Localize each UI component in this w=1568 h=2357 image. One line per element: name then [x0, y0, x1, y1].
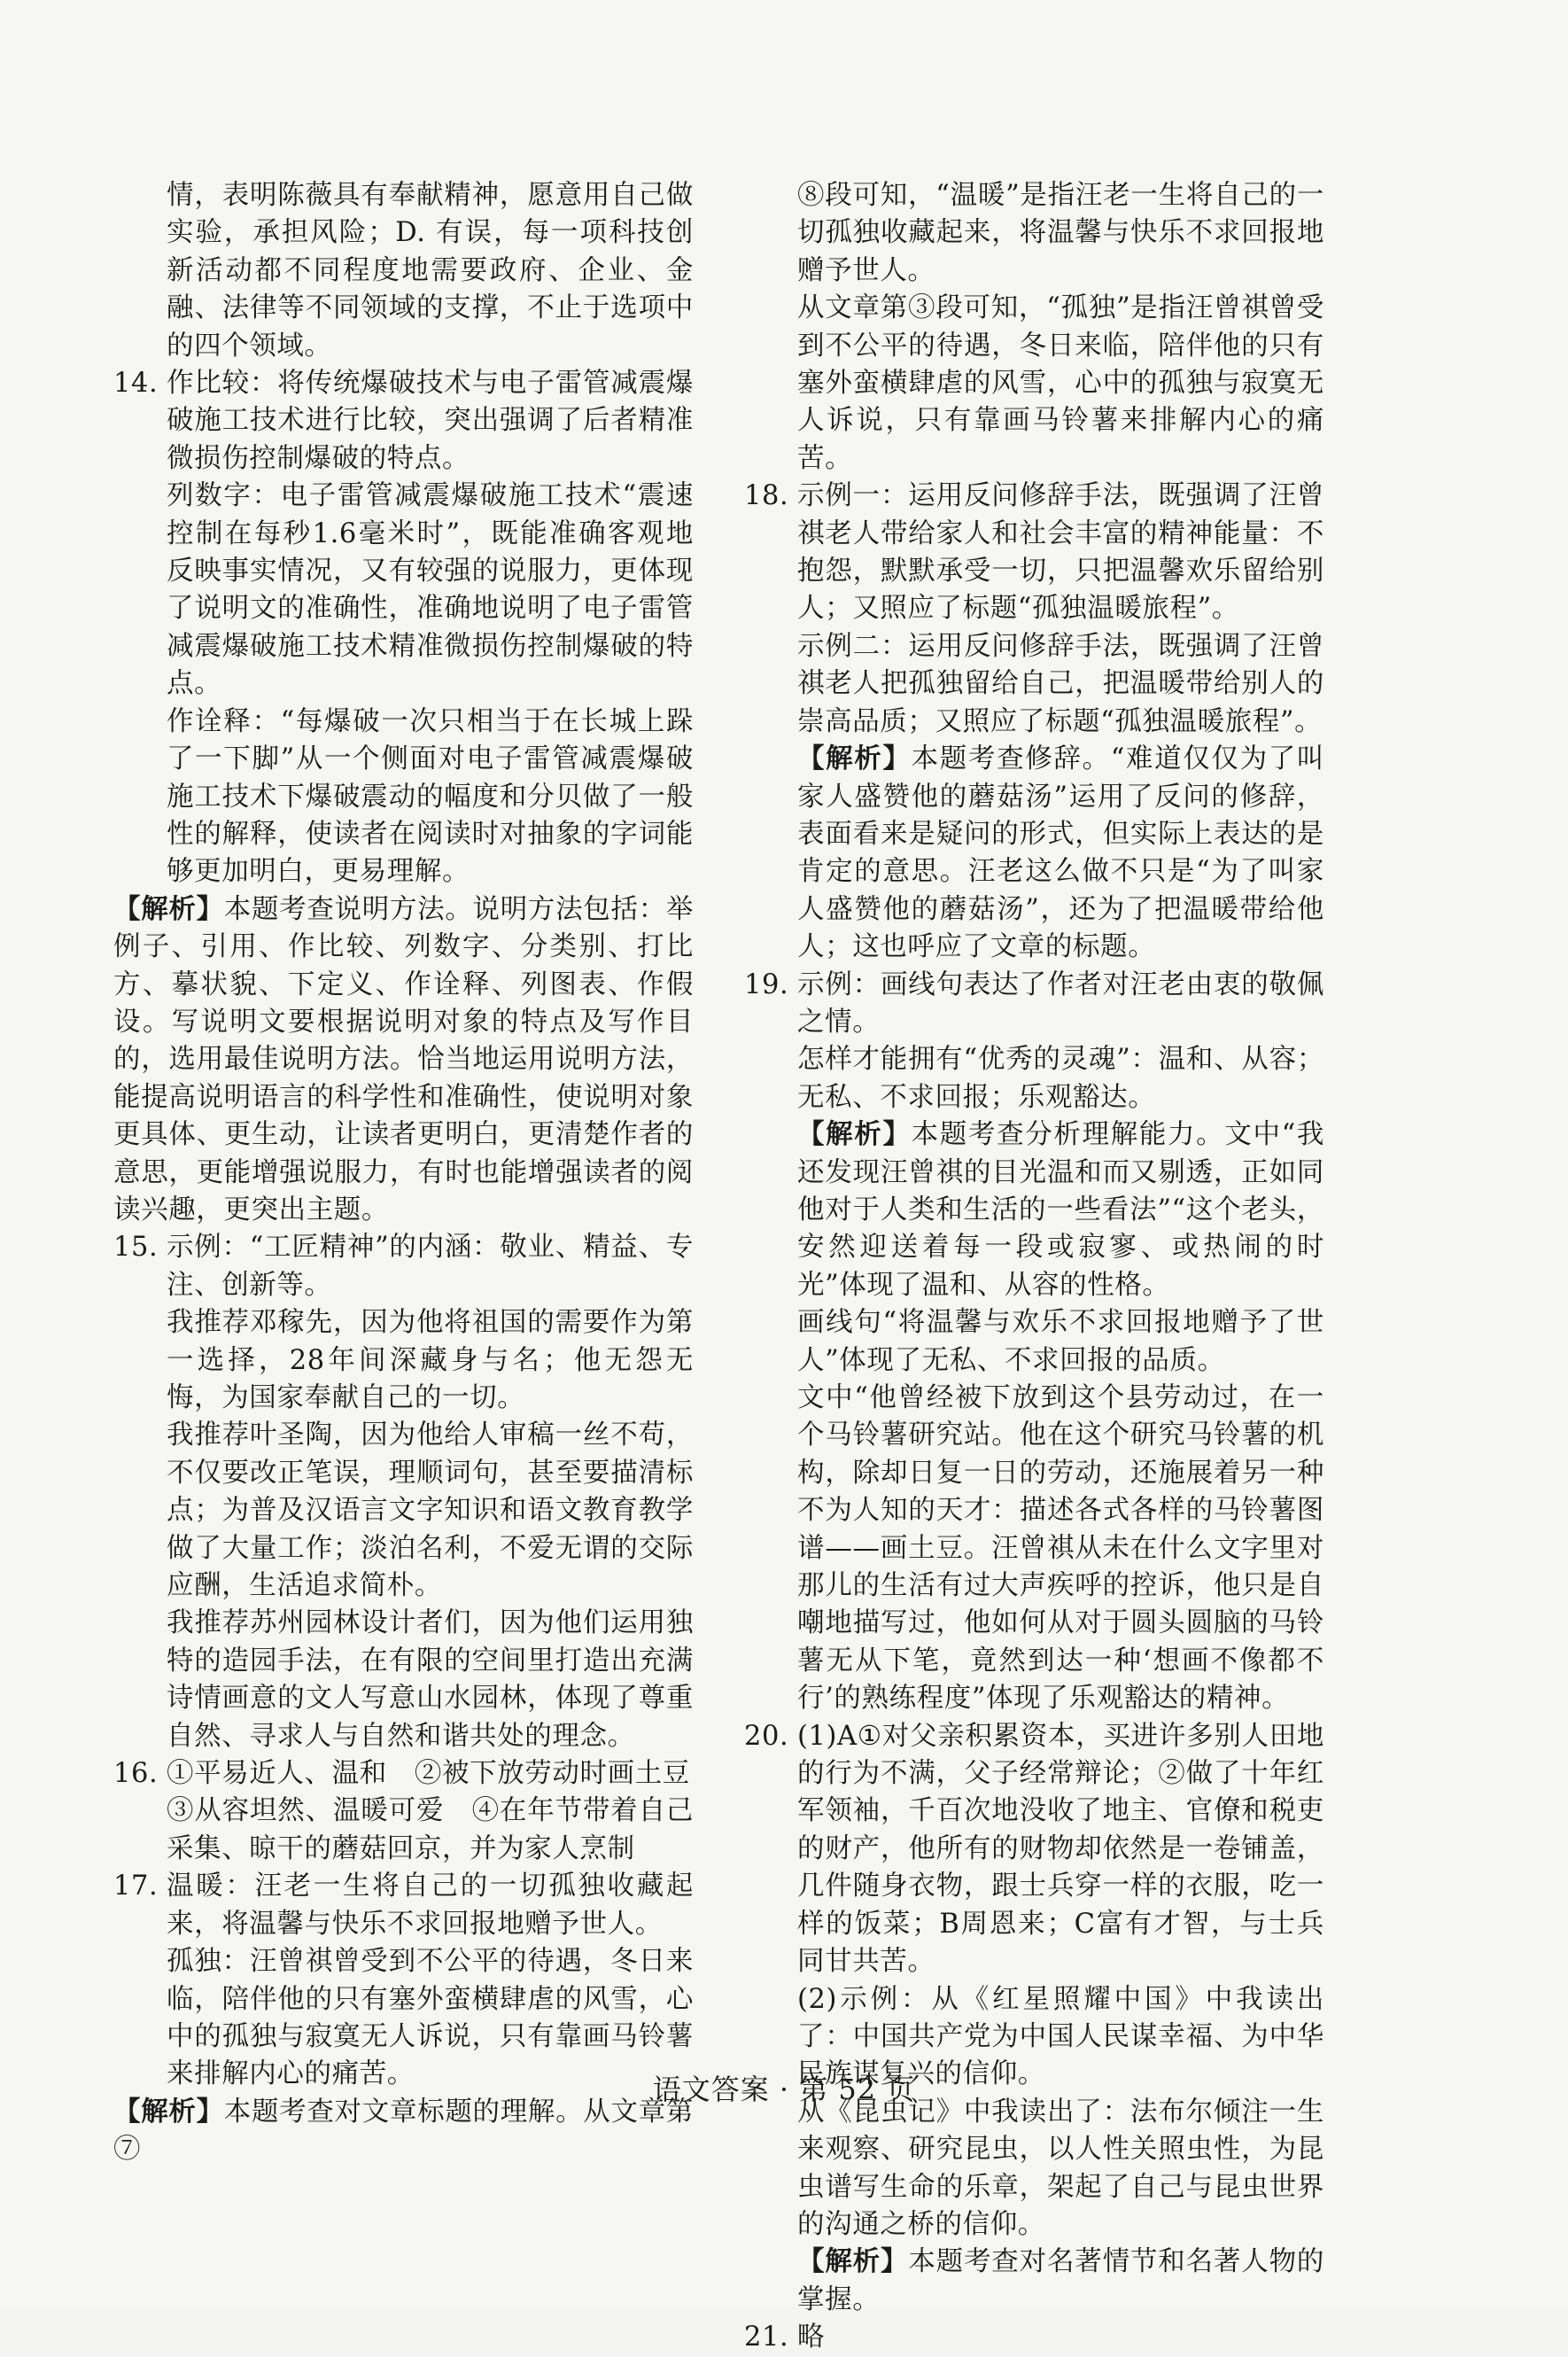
paragraph: 孤独：汪曾祺曾受到不公平的待遇，冬日来临，陪伴他的只有塞外蛮横肆虐的风雪，心中的孤独与寂寞无人诉说，只有靠画马铃薯来排解内心的痛苦。 — [167, 1946, 694, 2090]
analysis-text: 本题考查对文章标题的理解。从文章第⑦ — [113, 2096, 694, 2166]
left-intro — [113, 177, 694, 365]
analysis-text: 本题考查分析理解能力。文中“我还发现汪曾祺的目光温和而又剔透，正如同他对于人类和生活的一些看法”“这个老头，安然迎送着每一段或寂寥、或热闹的时光”体现了温和、从容的性格。 — [797, 1119, 1324, 1301]
paragraph: ①平易近人、温和 ②被下放劳动时画土豆 — [167, 1758, 690, 1790]
question-number: 14. — [113, 368, 159, 400]
question-20 — [744, 1718, 1324, 2320]
question-number: 19. — [744, 968, 789, 1000]
left-column — [113, 177, 694, 2169]
paragraph: 略 — [797, 2322, 826, 2353]
analysis-text: 本题考查说明方法。说明方法包括：举例子、引用、作比较、列数字、分类别、打比方、摹状貌、下定义、作诠释、列图表、作假设。写说明文要根据说明对象的特点及写作目的，选用最佳说明方法。恰当地运用说明方法，能提高说明语言的科学性和准确性，使说明对象更具体、更生动，让读者更明白，更清楚作者的意思，更能增强说服力，有时也能增强读者的阅读兴趣，更突出主题。 — [113, 893, 694, 1225]
question-number: 20. — [744, 1720, 789, 1752]
paragraph: 列数字：电子雷管减震爆破施工技术“震速控制在每秒1.6毫米时”，既能准确客观地反映事实情况，又有较强的说服力，更体现了说明文的准确性，准确地说明了电子雷管减震爆破施工技术精准微损伤控制爆破的特点。 — [167, 480, 694, 700]
paragraph: 从文章第③段可知，“孤独”是指汪曾祺曾受到不公平的待遇，冬日来临，陪伴他的只有塞外蛮横肆虐的风雪，心中的孤独与寂寞无人诉说，只有靠画马铃薯来排解内心的痛苦。 — [797, 292, 1324, 474]
analysis-tag: 【解析】 — [797, 2246, 909, 2278]
question-17 — [113, 1868, 694, 2093]
paragraph: 情，表明陈薇具有奉献精神，愿意用自己做实验，承担风险；D. 有误，每一项科技创新活动都不同程度地需要政府、企业、金融、法律等不同领域的支撑，不止于选项中的四个领域。 — [167, 180, 694, 362]
paragraph: 我推荐苏州园林设计者们，因为他们运用独特的造园手法，在有限的空间里打造出充满诗情画意的文人写意山水园林，体现了尊重自然、寻求人与自然和谐共处的理念。 — [167, 1607, 694, 1752]
question-number: 15. — [113, 1232, 159, 1264]
question-21 — [744, 2319, 1324, 2356]
paragraph: 示例：“工匠精神”的内涵：敬业、精益、专注、创新等。 — [167, 1232, 694, 1301]
paragraph: 温暖：汪老一生将自己的一切孤独收藏起来，将温馨与快乐不求回报地赠予世人。 — [167, 1871, 694, 1940]
paragraph: 怎样才能拥有“优秀的灵魂”：温和、从容；无私、不求回报；乐观豁达。 — [797, 1044, 1324, 1113]
paragraph: 我推荐邓稼先，因为他将祖国的需要作为第一选择，28年间深藏身与名；他无怨无悔，为国家奉献自己的一切。 — [167, 1307, 694, 1413]
analysis-tag: 【解析】 — [797, 743, 912, 775]
page-footer: 语文答案 · 第 52 页 — [652, 2073, 916, 2106]
question-16 — [113, 1755, 694, 1868]
analysis-text: 本题考查对名著情节和名著人物的掌握。 — [797, 2246, 1324, 2315]
analysis-text: 本题考查修辞。“难道仅仅为了叫家人盛赞他的蘑菇汤”运用了反问的修辞，表面看来是疑问的形式，但实际上表达的是肯定的意思。汪老这么做不只是“为了叫家人盛赞他的蘑菇汤”，还为了把温暖带给他人；这也呼应了文章的标题。 — [797, 743, 1324, 963]
paragraph: 作诠释：“每爆破一次只相当于在长城上跺了一下脚”从一个侧面对电子雷管减震爆破施工技术下爆破震动的幅度和分贝做了一般性的解释，使读者在阅读时对抽象的字词能够更加明白，更易理解。 — [167, 705, 694, 888]
question-number: 16. — [113, 1758, 159, 1790]
analysis-tag: 【解析】 — [113, 2096, 224, 2128]
analysis-tag: 【解析】 — [797, 1119, 912, 1151]
question-number: 18. — [744, 480, 789, 512]
paragraph: 示例一：运用反问修辞手法，既强调了汪曾祺老人带给家人和社会丰富的精神能量：不抱怨，默默承受一切，只把温馨欢乐留给别人；又照应了标题“孤独温暖旅程”。 — [797, 480, 1324, 625]
paragraph: 示例二：运用反问修辞手法，既强调了汪曾祺老人把孤独留给自己，把温暖带给别人的崇高品质；又照应了标题“孤独温暖旅程”。 — [797, 630, 1324, 737]
paragraph: (1)A①对父亲积累资本，买进许多别人田地的行为不满，父子经常辩论；②做了十年红军领袖，千百次地没收了地主、官僚和税吏的财产，他所有的财物却依然是一卷铺盖，几件随身衣物，跟士兵穿一样的衣服，吃一样的饭菜；B周恩来；C富有才智，与士兵同甘共苦。 — [797, 1720, 1324, 1978]
paragraph: ③从容坦然、温暖可爱 ④在年节带着自己采集、晾干的蘑菇回京，并为家人烹制 — [167, 1795, 694, 1864]
paragraph: (2)示例：从《红星照耀中国》中我读出了：中国共产党为中国人民谋幸福、为中华民族谋复兴的信仰。 — [797, 1983, 1324, 2090]
paragraph: 从《昆虫记》中我读出了：法布尔倾注一生来观察、研究昆虫，以人性关照虫性，为昆虫谱写生命的乐章，架起了自己与昆虫世界的沟通之桥的信仰。 — [797, 2096, 1324, 2240]
question-14 — [113, 365, 694, 891]
question-number: 21. — [744, 2322, 789, 2353]
right-intro — [744, 177, 1324, 478]
question-number: 17. — [113, 1871, 159, 1902]
analysis-tag: 【解析】 — [113, 893, 224, 925]
analysis-14 — [113, 891, 694, 1230]
question-15 — [113, 1229, 694, 1755]
paragraph: 作比较：将传统爆破技术与电子雷管减震爆破施工技术进行比较，突出强调了后者精准微损伤控制爆破的特点。 — [167, 368, 694, 474]
question-19 — [744, 967, 1324, 1718]
paragraph: 文中“他曾经被下放到这个县劳动过，在一个马铃薯研究站。他在这个研究马铃薯的机构，除却日复一日的劳动，还施展着另一种不为人知的天才：描述各式各样的马铃薯图谱——画土豆。汪曾祺从未在什么文字里对那儿的生活有过大声疾呼的控诉，他只是自嘲地描写过，他如何从对于圆头圆脑的马铃薯无从下笔，竟然到达一种‘想画不像都不行’的熟练程度”体现了乐观豁达的精神。 — [797, 1382, 1324, 1715]
right-column — [744, 177, 1324, 2357]
paragraph: 示例：画线句表达了作者对汪老由衷的敬佩之情。 — [797, 968, 1324, 1038]
question-18 — [744, 478, 1324, 966]
paragraph: 画线句“将温馨与欢乐不求回报地赠予了世人”体现了无私、不求回报的品质。 — [797, 1307, 1324, 1376]
paragraph: 我推荐叶圣陶，因为他给人审稿一丝不苟，不仅要改正笔误，理顺词句，甚至要描清标点；为普及汉语言文字知识和语文教育教学做了大量工作；淡泊名利，不爱无谓的交际应酬，生活追求简朴。 — [167, 1420, 694, 1602]
paragraph: ⑧段可知，“温暖”是指汪老一生将自己的一切孤独收藏起来，将温馨与快乐不求回报地赠予世人。 — [797, 180, 1324, 286]
